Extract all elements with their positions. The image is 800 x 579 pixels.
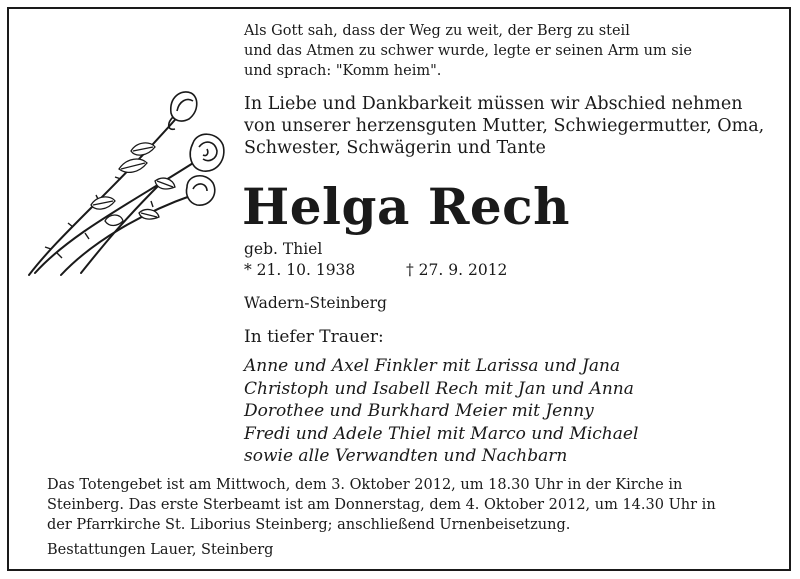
intro-line: In Liebe und Dankbarkeit müssen wir Abschied nehmen	[244, 94, 743, 114]
family-line: sowie alle Verwandten und Nachbarn	[244, 446, 568, 467]
roses-illustration	[21, 83, 231, 278]
intro-line: von unserer herzensguten Mutter, Schwiegermutter, Oma,	[244, 116, 765, 136]
birth-date: * 21. 10. 1938	[244, 261, 356, 279]
quote-line: und sprach: "Komm heim".	[244, 63, 442, 79]
mourning-heading: In tiefer Trauer:	[244, 327, 384, 347]
deceased-name: Helga Rech	[242, 177, 570, 236]
poem-quote	[244, 21, 764, 81]
family-line: Fredi und Adele Thiel mit Marco und Michael	[244, 423, 639, 444]
quote-line: Als Gott sah, dass der Weg zu weit, der Berg zu steil	[244, 23, 630, 39]
intro-line: Schwester, Schwägerin und Tante	[244, 138, 546, 158]
death-date: † 27. 9. 2012	[406, 261, 508, 279]
funeral-line: der Pfarrkirche St. Liborius Steinberg; anschließend Urnenbeisetzung.	[47, 517, 571, 533]
family-line: Christoph und Isabell Rech mit Jan und Anna	[244, 378, 634, 399]
family-list	[244, 355, 638, 468]
life-dates	[244, 260, 664, 281]
farewell-intro	[244, 93, 784, 159]
undertaker: Bestattungen Lauer, Steinberg	[47, 542, 274, 558]
maiden-name: geb. Thiel	[244, 240, 323, 258]
funeral-line: Steinberg. Das erste Sterbeamt ist am Donnerstag, dem 4. Oktober 2012, um 14.30 Uhr in	[47, 497, 716, 513]
funeral-details	[47, 475, 767, 535]
residence: Wadern-Steinberg	[244, 294, 387, 312]
family-line: Dorothee und Burkhard Meier mit Jenny	[244, 401, 594, 422]
obituary-notice	[7, 7, 791, 571]
funeral-line: Das Totengebet ist am Mittwoch, dem 3. Oktober 2012, um 18.30 Uhr in der Kirche in	[47, 477, 683, 493]
family-line: Anne und Axel Finkler mit Larissa und Jana	[244, 356, 621, 376]
quote-line: und das Atmen zu schwer wurde, legte er seinen Arm um sie	[244, 43, 692, 59]
